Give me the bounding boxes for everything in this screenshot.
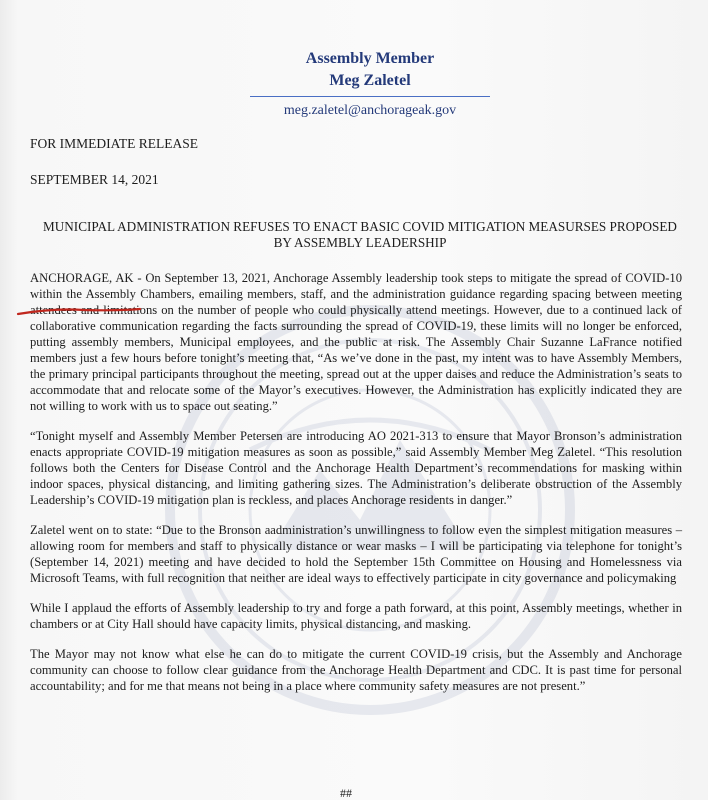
letterhead-title: Assembly Member [305,50,435,67]
paragraph-2: “Tonight myself and Assembly Member Petersen are introducing AO 2021-313 to ensure that Mayor Bronson’s administration enacts appropriate COVID-19 mitigation measures as soon as possible,” said Assembly Member Meg Zaletel. “This resolution follows both the Centers for Disease Control and the Anchorage Health Department’s recommendations for masking within indoor spaces, physical distancing, and limiting gathering sizes. The Administration’s deliberate obstruction of the Assembly Leadership’s COVID-19 mitigation plan is reckless, and places Anchorage residents in danger.” [30,429,682,507]
letterhead-divider [250,96,490,97]
headline: MUNICIPAL ADMINISTRATION REFUSES TO ENACT BASIC COVID MITIGATION MEASURSES PROPOSED BY ASSEMBLY LEADERSHIP [43,219,677,250]
paragraph-4: While I applaud the efforts of Assembly leadership to try and forge a path forward, at this point, Assembly meetings, whether in chambers or at City Hall should have capacity limits, physical distancing, and masking. [30,601,682,631]
letterhead-email: meg.zaletel@anchorageak.gov [283,103,457,118]
end-mark: ## [340,786,352,800]
red-underline-annotation [14,305,144,317]
paragraph-1: ANCHORAGE, AK - On September 13, 2021, Anchorage Assembly leadership took steps to mitigate the spread of COVID-10 within the Assembly Chambers, emailing members, staff, and the administration guidance regarding spacing between meeting attendees and limitations on the number of people who could physically attend meetings. However, due to a continued lack of collaborative communication regarding the facts surrounding the spread of COVID-19, these limits will no longer be enforced, putting assembly members, Municipal employees, and the public at risk. The Assembly Chair Suzanne LaFrance notified members just a few hours before tonight’s meeting that, “As we’ve done in the past, my intent was to have Assembly Members, the primary principal participants throughout the meeting, spread out at the upper daises and reduce the Administration’s seats to accommodate that and relocate some of the Mayor’s executives. However, the Administration has explicitly indicated they are not willing to work with us to space out seating.” [30,271,682,413]
paragraph-3: Zaletel went on to state: “Due to the Bronson aadministration’s unwillingness to follow even the simplest mitigation measures – allowing room for members and staff to physically distance or wear masks – I will be participating via telephone for tonight’s (September 14, 2021) meeting and have decided to hold the September 15th Committee on Housing and Homelessness via Microsoft Teams, with full recognition that neither are ideal ways to effectively participate in city governance and policymaking [30,523,682,585]
body-text [30,270,682,708]
letterhead-name: Meg Zaletel [329,72,411,89]
letterhead [250,48,490,119]
paragraph-5: The Mayor may not know what else he can do to mitigate the current COVID-19 crisis, but the Assembly and Anchorage community can choose to follow clear guidance from the Anchorage Health Department and CDC. It is past time for personal accountability; and for me that means not being in a place where community safety measures are not present.” [30,647,682,693]
date-line: SEPTEMBER 14, 2021 [30,172,159,187]
release-line: FOR IMMEDIATE RELEASE [30,136,198,151]
